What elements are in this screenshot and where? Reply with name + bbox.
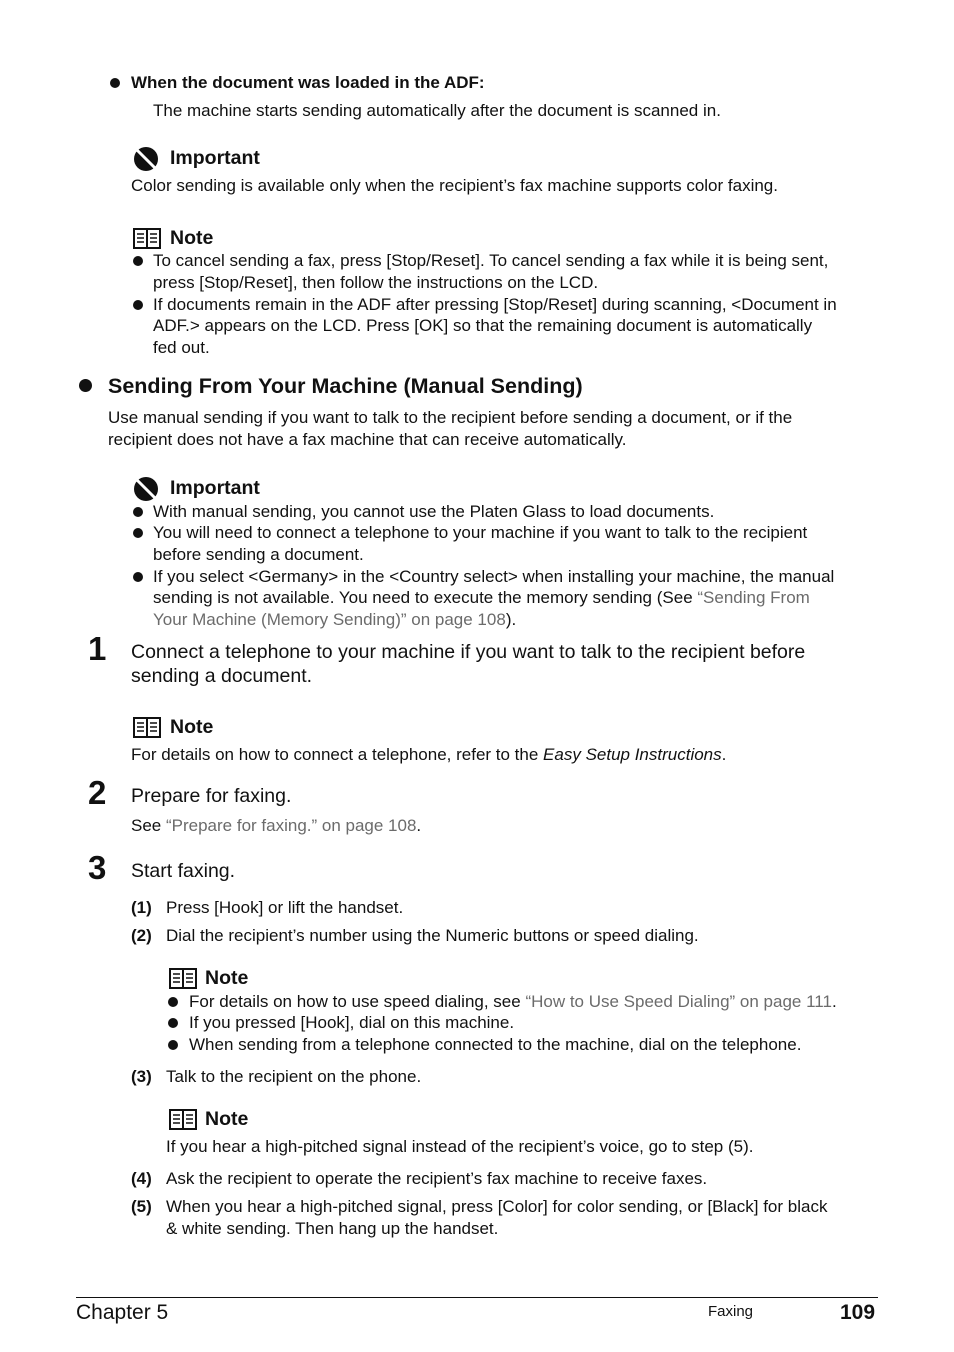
important-label: Important bbox=[170, 477, 260, 499]
section-title: Sending From Your Machine (Manual Sending) bbox=[108, 374, 583, 398]
substep-number: (4) bbox=[131, 1169, 152, 1188]
note-book-icon bbox=[169, 968, 197, 989]
substep-number: (5) bbox=[131, 1197, 152, 1216]
prepare-faxing-link[interactable]: “Prepare for faxing.” on page 108 bbox=[165, 816, 417, 835]
bullet-icon bbox=[168, 997, 178, 1007]
important-text: Color sending is available only when the recipient’s fax machine supports color faxing. bbox=[131, 176, 778, 195]
note-item-line: To cancel sending a fax, press [Stop/Reset]. To cancel sending a fax while it is being sent, bbox=[153, 251, 829, 270]
substep-number: (3) bbox=[131, 1067, 152, 1086]
note-label: Note bbox=[205, 967, 249, 989]
step-text-line: sending a document. bbox=[131, 665, 313, 687]
footer-chapter: Chapter 5 bbox=[76, 1301, 169, 1324]
step-text: Start faxing. bbox=[131, 860, 236, 882]
note-item-text: For details on how to use speed dialing, see bbox=[189, 992, 526, 1011]
memory-sending-link[interactable]: “Sending From bbox=[697, 588, 810, 607]
note-text: If you hear a high-pitched signal instead of the recipient’s voice, go to step (5). bbox=[166, 1137, 754, 1156]
important-icon bbox=[132, 146, 160, 172]
note-item-line: ADF.> appears on the LCD. Press [OK] so that the remaining document is automatically bbox=[153, 316, 813, 335]
note-item-post: . bbox=[831, 992, 837, 1011]
step-number: 1 bbox=[88, 630, 107, 667]
section-intro-line: Use manual sending if you want to talk to the recipient before sending a document, or if the bbox=[108, 408, 793, 427]
note-label: Note bbox=[205, 1108, 249, 1130]
important-item-text: sending is not available. You need to execute the memory sending (See bbox=[153, 588, 698, 607]
substep-text: Press [Hook] or lift the handset. bbox=[166, 898, 404, 917]
note-book-icon bbox=[133, 717, 161, 738]
important-item-line bbox=[153, 587, 810, 609]
note-item-line: press [Stop/Reset], then follow the instructions on the LCD. bbox=[153, 273, 599, 292]
substep-number: (2) bbox=[131, 926, 152, 945]
footer-rule bbox=[76, 1297, 878, 1298]
important-item-text: ). bbox=[505, 610, 517, 629]
bullet-icon bbox=[133, 507, 143, 517]
note-item: When sending from a telephone connected to the machine, dial on the telephone. bbox=[189, 1035, 802, 1054]
note-text bbox=[131, 744, 726, 766]
step-number: 3 bbox=[88, 849, 107, 886]
substep-number: (1) bbox=[131, 898, 152, 917]
speed-dialing-link[interactable]: “How to Use Speed Dialing” on page 111 bbox=[525, 992, 832, 1011]
step-see-line bbox=[131, 815, 421, 837]
substep-text-line: When you hear a high-pitched signal, press [Color] for color sending, or [Black] for black bbox=[166, 1197, 828, 1216]
see-post: . bbox=[416, 816, 422, 835]
bullet-icon bbox=[110, 78, 120, 88]
section-bullet-icon bbox=[79, 379, 92, 392]
substep-text: Talk to the recipient on the phone. bbox=[166, 1067, 422, 1086]
memory-sending-link[interactable]: Your Machine (Memory Sending)” on page 108 bbox=[153, 610, 506, 629]
adf-heading: When the document was loaded in the ADF: bbox=[131, 73, 485, 92]
important-item-line: before sending a document. bbox=[153, 545, 364, 564]
important-item-line bbox=[153, 609, 516, 631]
adf-body: The machine starts sending automatically after the document is scanned in. bbox=[153, 101, 721, 120]
step-number: 2 bbox=[88, 774, 107, 811]
important-item: With manual sending, you cannot use the Platen Glass to load documents. bbox=[153, 502, 715, 521]
note-label: Note bbox=[170, 716, 214, 738]
easy-setup-title: Easy Setup Instructions bbox=[543, 745, 722, 764]
important-item-line: If you select <Germany> in the <Country select> when installing your machine, the manual bbox=[153, 567, 835, 586]
footer-section: Faxing bbox=[708, 1303, 754, 1320]
bullet-icon bbox=[133, 256, 143, 266]
important-icon bbox=[132, 476, 160, 502]
note-text-post: . bbox=[721, 745, 727, 764]
note-book-icon bbox=[169, 1109, 197, 1130]
substep-text-line: & white sending. Then hang up the handset. bbox=[166, 1219, 499, 1238]
see-label: See bbox=[131, 816, 166, 835]
section-intro-line: recipient does not have a fax machine that can receive automatically. bbox=[108, 430, 627, 449]
bullet-icon bbox=[168, 1040, 178, 1050]
note-item: If you pressed [Hook], dial on this machine. bbox=[189, 1013, 515, 1032]
substep-text: Dial the recipient’s number using the Numeric buttons or speed dialing. bbox=[166, 926, 699, 945]
note-item-line: fed out. bbox=[153, 338, 210, 357]
note-item bbox=[189, 991, 837, 1013]
note-book-icon bbox=[133, 228, 161, 249]
bullet-icon bbox=[133, 300, 143, 310]
note-label: Note bbox=[170, 227, 214, 249]
bullet-icon bbox=[133, 572, 143, 582]
substep-text: Ask the recipient to operate the recipient’s fax machine to receive faxes. bbox=[166, 1169, 708, 1188]
step-text: Prepare for faxing. bbox=[131, 785, 292, 807]
bullet-icon bbox=[133, 528, 143, 538]
bullet-icon bbox=[168, 1018, 178, 1028]
step-text-line: Connect a telephone to your machine if you want to talk to the recipient before bbox=[131, 641, 806, 663]
note-text-pre: For details on how to connect a telephone, refer to the bbox=[131, 745, 544, 764]
page-number: 109 bbox=[840, 1301, 876, 1324]
important-label: Important bbox=[170, 147, 260, 169]
note-item-line: If documents remain in the ADF after pressing [Stop/Reset] during scanning, <Document in bbox=[153, 295, 837, 314]
important-item-line: You will need to connect a telephone to your machine if you want to talk to the recipient bbox=[153, 523, 808, 542]
